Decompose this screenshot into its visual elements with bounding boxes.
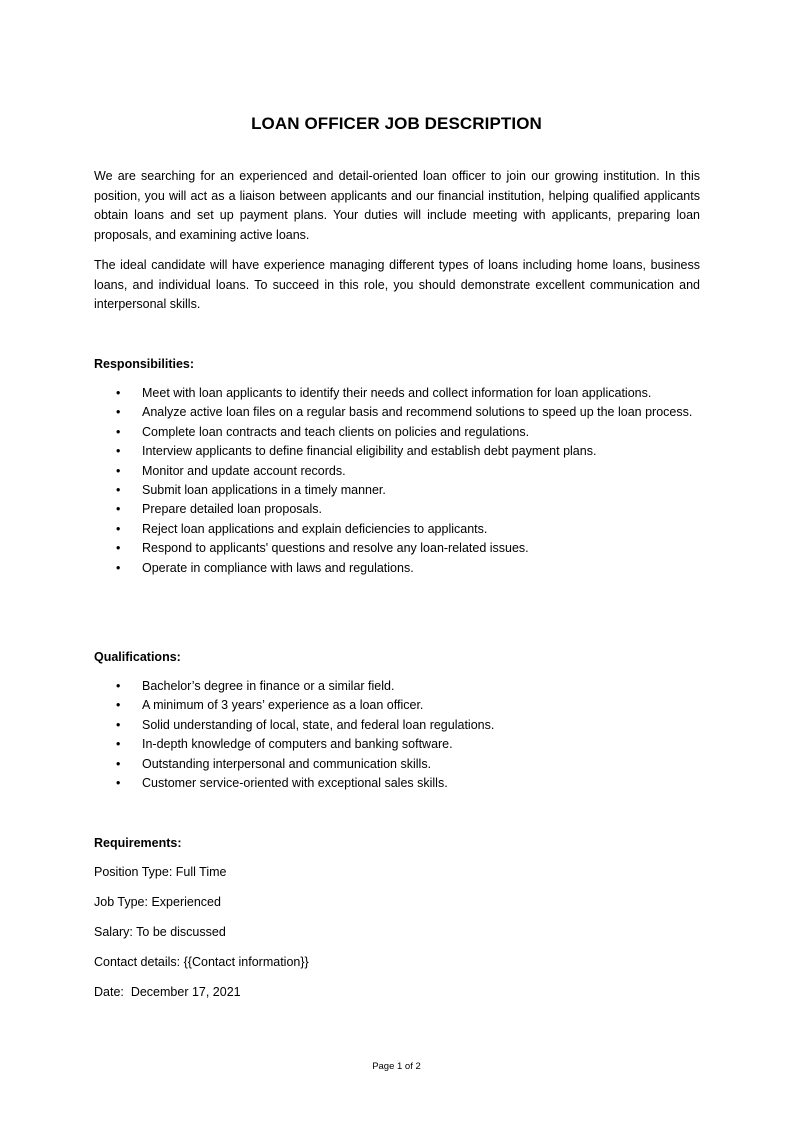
list-item: • Outstanding interpersonal and communication skills. <box>94 755 700 774</box>
list-item: • Meet with loan applicants to identify their needs and collect information for loan applications. <box>94 384 700 403</box>
bullet-icon: • <box>116 424 121 439</box>
salary: Salary: To be discussed <box>94 925 226 939</box>
bullet-icon: • <box>116 560 121 575</box>
list-item: • Analyze active loan files on a regular basis and recommend solutions to speed up the loan process. <box>94 403 700 422</box>
bullet-icon: • <box>116 756 121 771</box>
position-type: Position Type: Full Time <box>94 865 227 879</box>
bullet-icon: • <box>116 679 121 693</box>
intro-paragraph-2: The ideal candidate will have experience managing different types of loans including home loans, business loans, and individual loans. To succeed in this role, you should demonstrate excellent communication and interpersonal skills. <box>94 258 700 311</box>
bullet-icon: • <box>116 502 121 517</box>
responsibilities-heading: Responsibilities: <box>94 357 195 371</box>
list-item: • Reject loan applications and explain deficiencies to applicants. <box>94 520 700 539</box>
bullet-icon: • <box>116 717 121 732</box>
bullet-icon: • <box>116 541 121 556</box>
job-type: Job Type: Experienced <box>94 895 221 909</box>
list-item: • Respond to applicants' questions and resolve any loan-related issues. <box>94 539 700 558</box>
document-title: LOAN OFFICER JOB DESCRIPTION <box>251 114 542 133</box>
contact-details: Contact details: {{Contact information}} <box>94 955 309 969</box>
bullet-icon: • <box>116 776 121 791</box>
list-item: • Customer service-oriented with exceptional sales skills. <box>94 774 700 793</box>
bullet-icon: • <box>116 444 121 459</box>
intro-paragraph-1: We are searching for an experienced and detail-oriented loan officer to join our growing institution. In this position, you will act as a liaison between applicants and our financial institution, helping qualified applicants obtain loans and set up payment plans. Your duties will include meeting with applicants, preparing loan proposals, and examining active loans. <box>94 169 700 242</box>
bullet-icon: • <box>116 386 121 400</box>
list-item: • Bachelor’s degree in finance or a similar field. <box>94 677 700 696</box>
list-item: • Prepare detailed loan proposals. <box>94 500 700 519</box>
bullet-icon: • <box>116 405 121 420</box>
list-item: • Operate in compliance with laws and regulations. <box>94 559 700 578</box>
bullet-icon: • <box>116 483 121 498</box>
date: Date: December 17, 2021 <box>94 985 241 999</box>
list-item: • Monitor and update account records. <box>94 462 700 481</box>
list-item: • Solid understanding of local, state, and federal loan regulations. <box>94 716 700 735</box>
bullet-icon: • <box>116 698 121 713</box>
qualifications-list <box>94 677 700 793</box>
list-item: • A minimum of 3 years’ experience as a loan officer. <box>94 696 700 715</box>
qualifications-heading: Qualifications: <box>94 650 181 664</box>
responsibilities-list <box>94 384 700 578</box>
bullet-icon: • <box>116 737 121 752</box>
page-number: Page 1 of 2 <box>372 1061 421 1072</box>
bullet-icon: • <box>116 521 121 536</box>
requirements-heading: Requirements: <box>94 836 182 850</box>
list-item: • Complete loan contracts and teach clients on policies and regulations. <box>94 423 700 442</box>
list-item: • Interview applicants to define financial eligibility and establish debt payment plans. <box>94 442 700 461</box>
list-item: • Submit loan applications in a timely manner. <box>94 481 700 500</box>
bullet-icon: • <box>116 463 121 478</box>
list-item: • In-depth knowledge of computers and banking software. <box>94 735 700 754</box>
